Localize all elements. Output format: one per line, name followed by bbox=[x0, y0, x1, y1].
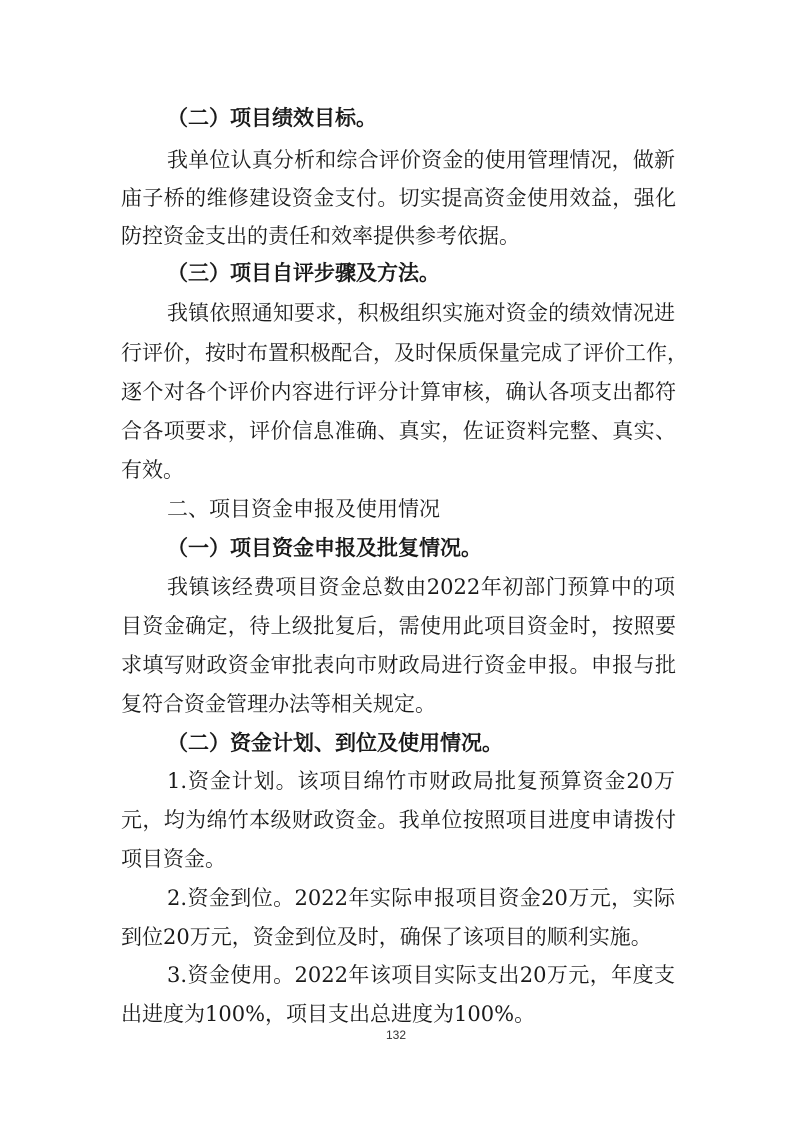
heading-performance-goal: （二）项目绩效目标。 bbox=[167, 105, 377, 130]
paragraph-line: 我镇依照通知要求，积极组织实施对资金的绩效情况进 bbox=[167, 301, 675, 325]
heading-fund-plan: （二）资金计划、到位及使用情况。 bbox=[167, 730, 503, 755]
paragraph-line: 2.资金到位。2022年实际申报项目资金20万元，实际 bbox=[167, 886, 675, 910]
paragraph-line: 合各项要求，评价信息准确、真实，佐证资料完整、真实、 bbox=[121, 419, 676, 443]
paragraph-line: 我单位认真分析和综合评价资金的使用管理情况，做新 bbox=[167, 148, 675, 172]
page-number: 132 bbox=[385, 1028, 407, 1042]
paragraph-line: 3.资金使用。2022年该项目实际支出20万元，年度支 bbox=[167, 963, 675, 987]
paragraph-line: 元，均为绵竹本级财政资金。我单位按照项目进度申请拨付 bbox=[121, 808, 676, 832]
paragraph-line: 有效。 bbox=[121, 458, 184, 482]
paragraph-line: 到位20万元，资金到位及时，确保了该项目的顺利实施。 bbox=[121, 925, 652, 949]
paragraph-line: 防控资金支出的责任和效率提供参考依据。 bbox=[121, 224, 520, 248]
paragraph-line: 项目资金。 bbox=[121, 847, 226, 871]
paragraph-line: 行评价，按时布置积极配合，及时保质保量完成了评价工作， bbox=[121, 341, 688, 365]
paragraph-line: 出进度为100%，项目支出总进度为100%。 bbox=[121, 1002, 536, 1026]
heading-self-eval-method: （三）项目自评步骤及方法。 bbox=[167, 260, 440, 285]
paragraph-line: 逐个对各个评价内容进行评分计算审核，确认各项支出都符 bbox=[121, 380, 676, 404]
paragraph-line: 1.资金计划。该项目绵竹市财政局批复预算资金20万 bbox=[167, 769, 675, 793]
paragraph-line: 庙子桥的维修建设资金支付。切实提高资金使用效益，强化 bbox=[121, 186, 676, 210]
paragraph-line: 复符合资金管理办法等相关规定。 bbox=[121, 692, 436, 716]
paragraph-line: 求填写财政资金审批表向市财政局进行资金申报。申报与批 bbox=[121, 653, 676, 677]
section-title: 二、项目资金申报及使用情况 bbox=[167, 497, 440, 521]
heading-fund-application: （一）项目资金申报及批复情况。 bbox=[167, 535, 482, 560]
paragraph-line: 目资金确定，待上级批复后，需使用此项目资金时，按照要 bbox=[121, 614, 676, 638]
paragraph-line: 我镇该经费项目资金总数由2022年初部门预算中的项 bbox=[167, 575, 675, 599]
